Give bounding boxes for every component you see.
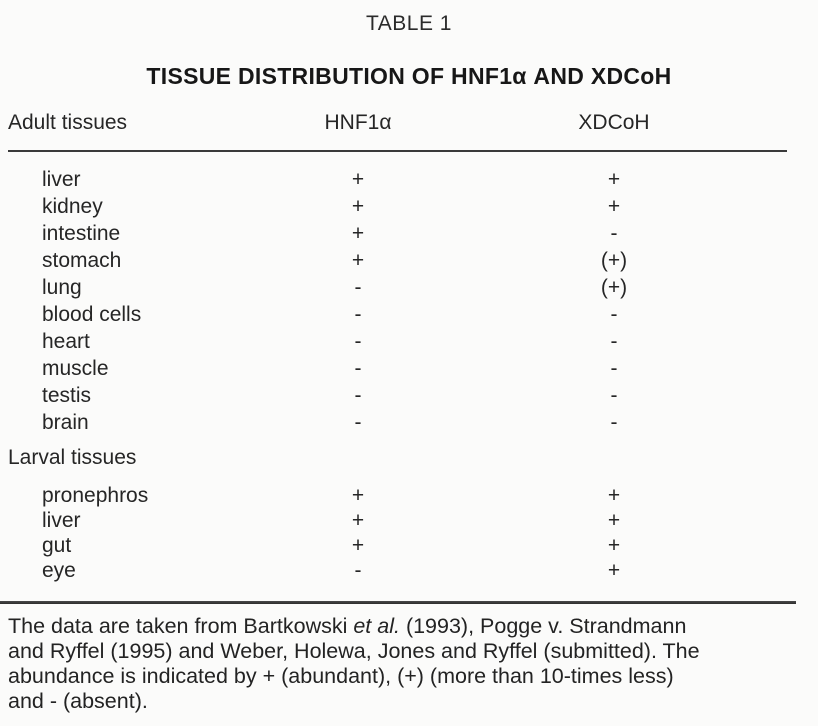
section-header-larval-tissues: Larval tissues [8, 446, 137, 469]
table-footnote [8, 614, 810, 714]
table-row [8, 558, 810, 583]
xdcoh-value: - [610, 356, 618, 380]
footnote-text: (1993), Pogge v. Strandmann [399, 614, 687, 638]
xdcoh-value: - [610, 329, 618, 353]
hnf1a-value: + [351, 221, 365, 245]
tissue-name: lung [42, 275, 82, 299]
footnote-text: The data are taken from Bartkowski [8, 614, 354, 638]
hnf1a-value: - [354, 356, 362, 380]
hnf1a-value: + [351, 167, 365, 191]
tissue-name: muscle [42, 356, 109, 380]
tissue-name: blood cells [42, 302, 142, 326]
xdcoh-value: + [607, 508, 621, 532]
table-row [8, 166, 810, 193]
tissue-name: heart [42, 329, 90, 353]
column-header-xdcoh: XDCoH [578, 111, 650, 134]
hnf1a-value: + [351, 508, 365, 532]
tissue-name: stomach [42, 248, 122, 272]
xdcoh-value: (+) [600, 275, 628, 299]
xdcoh-value: - [610, 302, 618, 326]
adult-tissues-rows [8, 166, 810, 436]
table-row [8, 193, 810, 220]
table-row [8, 508, 810, 533]
table-row [8, 220, 810, 247]
tissue-name: liver [42, 508, 81, 532]
table-title: TISSUE DISTRIBUTION OF HNF1α AND XDCoH [146, 63, 672, 89]
xdcoh-value: (+) [600, 248, 628, 272]
table-row [8, 533, 810, 558]
hnf1a-value: - [354, 329, 362, 353]
xdcoh-value: + [607, 167, 621, 191]
xdcoh-value: - [610, 410, 618, 434]
hnf1a-value: + [351, 248, 365, 272]
tissue-name: eye [42, 558, 76, 582]
table-row [8, 382, 810, 409]
tissue-name: gut [42, 533, 72, 557]
footnote-line: and - (absent). [8, 689, 148, 713]
footnote-line: abundance is indicated by + (abundant), (+) (more than 10-times less) [8, 664, 674, 688]
table-row [8, 247, 810, 274]
footer-rule [0, 601, 796, 604]
xdcoh-value: - [610, 221, 618, 245]
hnf1a-value: + [351, 194, 365, 218]
table-row [8, 355, 810, 382]
tissue-name: kidney [42, 194, 103, 218]
hnf1a-value: - [354, 383, 362, 407]
table-header-row [8, 110, 810, 136]
tissue-name: pronephros [42, 483, 149, 507]
table-row [8, 301, 810, 328]
footnote-italic-et-al: et al. [353, 614, 400, 638]
xdcoh-value: + [607, 483, 621, 507]
table-row [8, 328, 810, 355]
tissue-name: brain [42, 410, 89, 434]
xdcoh-value: - [610, 383, 618, 407]
header-rule [8, 150, 787, 152]
larval-tissues-rows [8, 483, 810, 583]
column-header-hnf1a: HNF1α [324, 111, 392, 134]
hnf1a-value: - [354, 558, 362, 582]
table-row [8, 483, 810, 508]
table-row [8, 409, 810, 436]
hnf1a-value: - [354, 410, 362, 434]
tissue-name: intestine [42, 221, 121, 245]
table-row [8, 274, 810, 301]
hnf1a-value: - [354, 275, 362, 299]
xdcoh-value: + [607, 194, 621, 218]
tissue-name: testis [42, 383, 92, 407]
column-header-adult-tissues: Adult tissues [8, 111, 128, 134]
table-caption: TABLE 1 [366, 12, 452, 35]
xdcoh-value: + [607, 558, 621, 582]
hnf1a-value: + [351, 483, 365, 507]
hnf1a-value: - [354, 302, 362, 326]
footnote-line [8, 614, 810, 639]
footnote-line: and Ryffel (1995) and Weber, Holewa, Jones and Ryffel (submitted). The [8, 639, 700, 663]
hnf1a-value: + [351, 533, 365, 557]
xdcoh-value: + [607, 533, 621, 557]
tissue-name: liver [42, 167, 81, 191]
